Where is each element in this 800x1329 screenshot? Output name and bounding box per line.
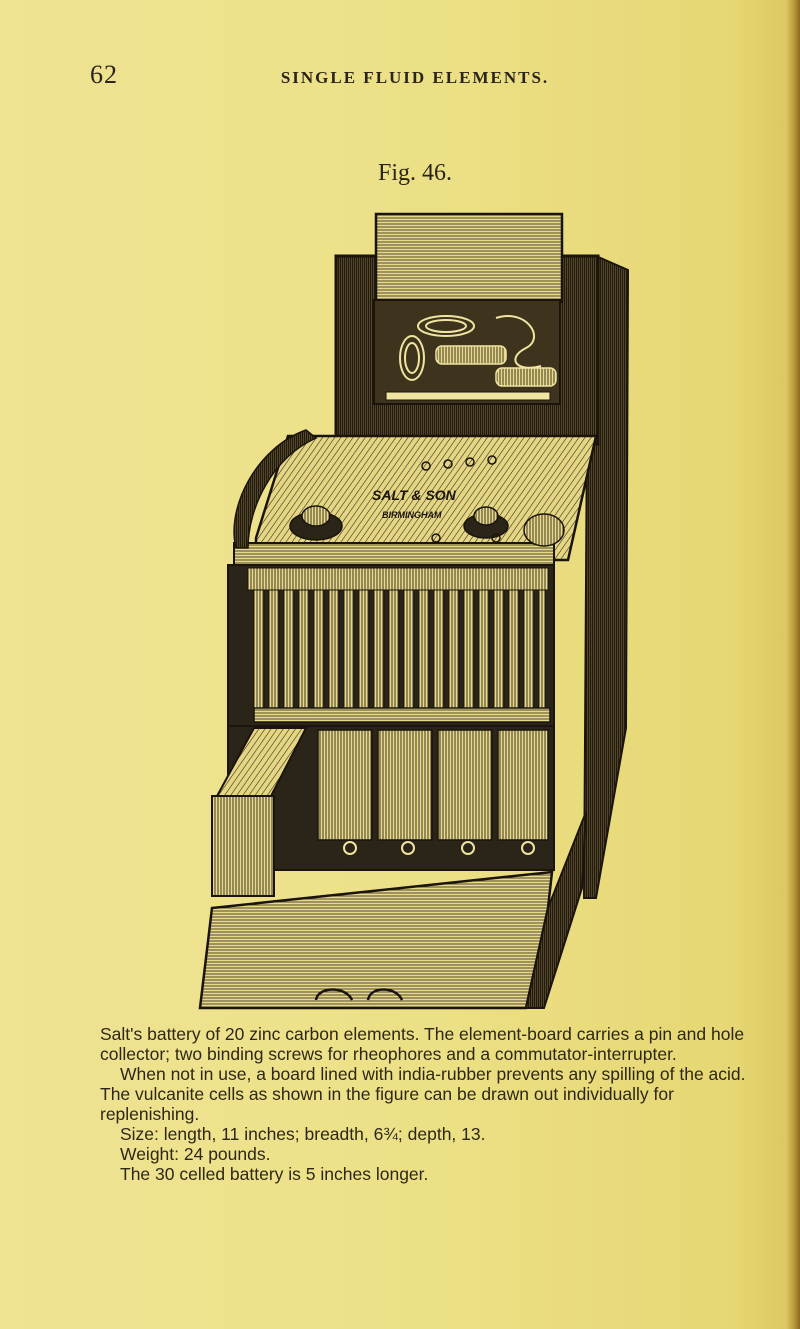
board-front-edge (234, 543, 554, 565)
maker-city-engraving: BIRMINGHAM (382, 510, 442, 520)
running-head: SINGLE FLUID ELEMENTS. (280, 68, 550, 87)
battery-engraving (196, 208, 638, 1016)
page-number: 62 (90, 60, 118, 89)
caption-paragraph-1: Salt's battery of 20 zinc carbon elements. The element-board carries a pin and hole collector; two binding screws for rheophores and a commutator-interrupter. (100, 1024, 745, 1064)
drawn-out-cell (212, 796, 274, 896)
lid-panel (376, 214, 562, 302)
tray-front-rail (386, 392, 550, 400)
element-bottom-rail (254, 708, 550, 722)
caption-paragraph-2: When not in use, a board lined with india-rubber prevents any spilling of the acid. The vulcanite cells as shown in the figure can be drawn out individually for replenishing. (100, 1064, 746, 1124)
page-edge-shadow (786, 0, 800, 1329)
caption-size-line: Size: length, 11 inches; breadth, 6¾; depth, 13. (120, 1124, 486, 1144)
element-top-comb (248, 568, 548, 590)
caption-note-line: The 30 celled battery is 5 inches longer. (120, 1164, 429, 1184)
figure-caption (100, 1024, 760, 1184)
figure-label: Fig. 46. (377, 160, 452, 186)
caption-weight-line: Weight: 24 pounds. (120, 1144, 271, 1164)
maker-name-engraving: SALT & SON (372, 487, 456, 503)
